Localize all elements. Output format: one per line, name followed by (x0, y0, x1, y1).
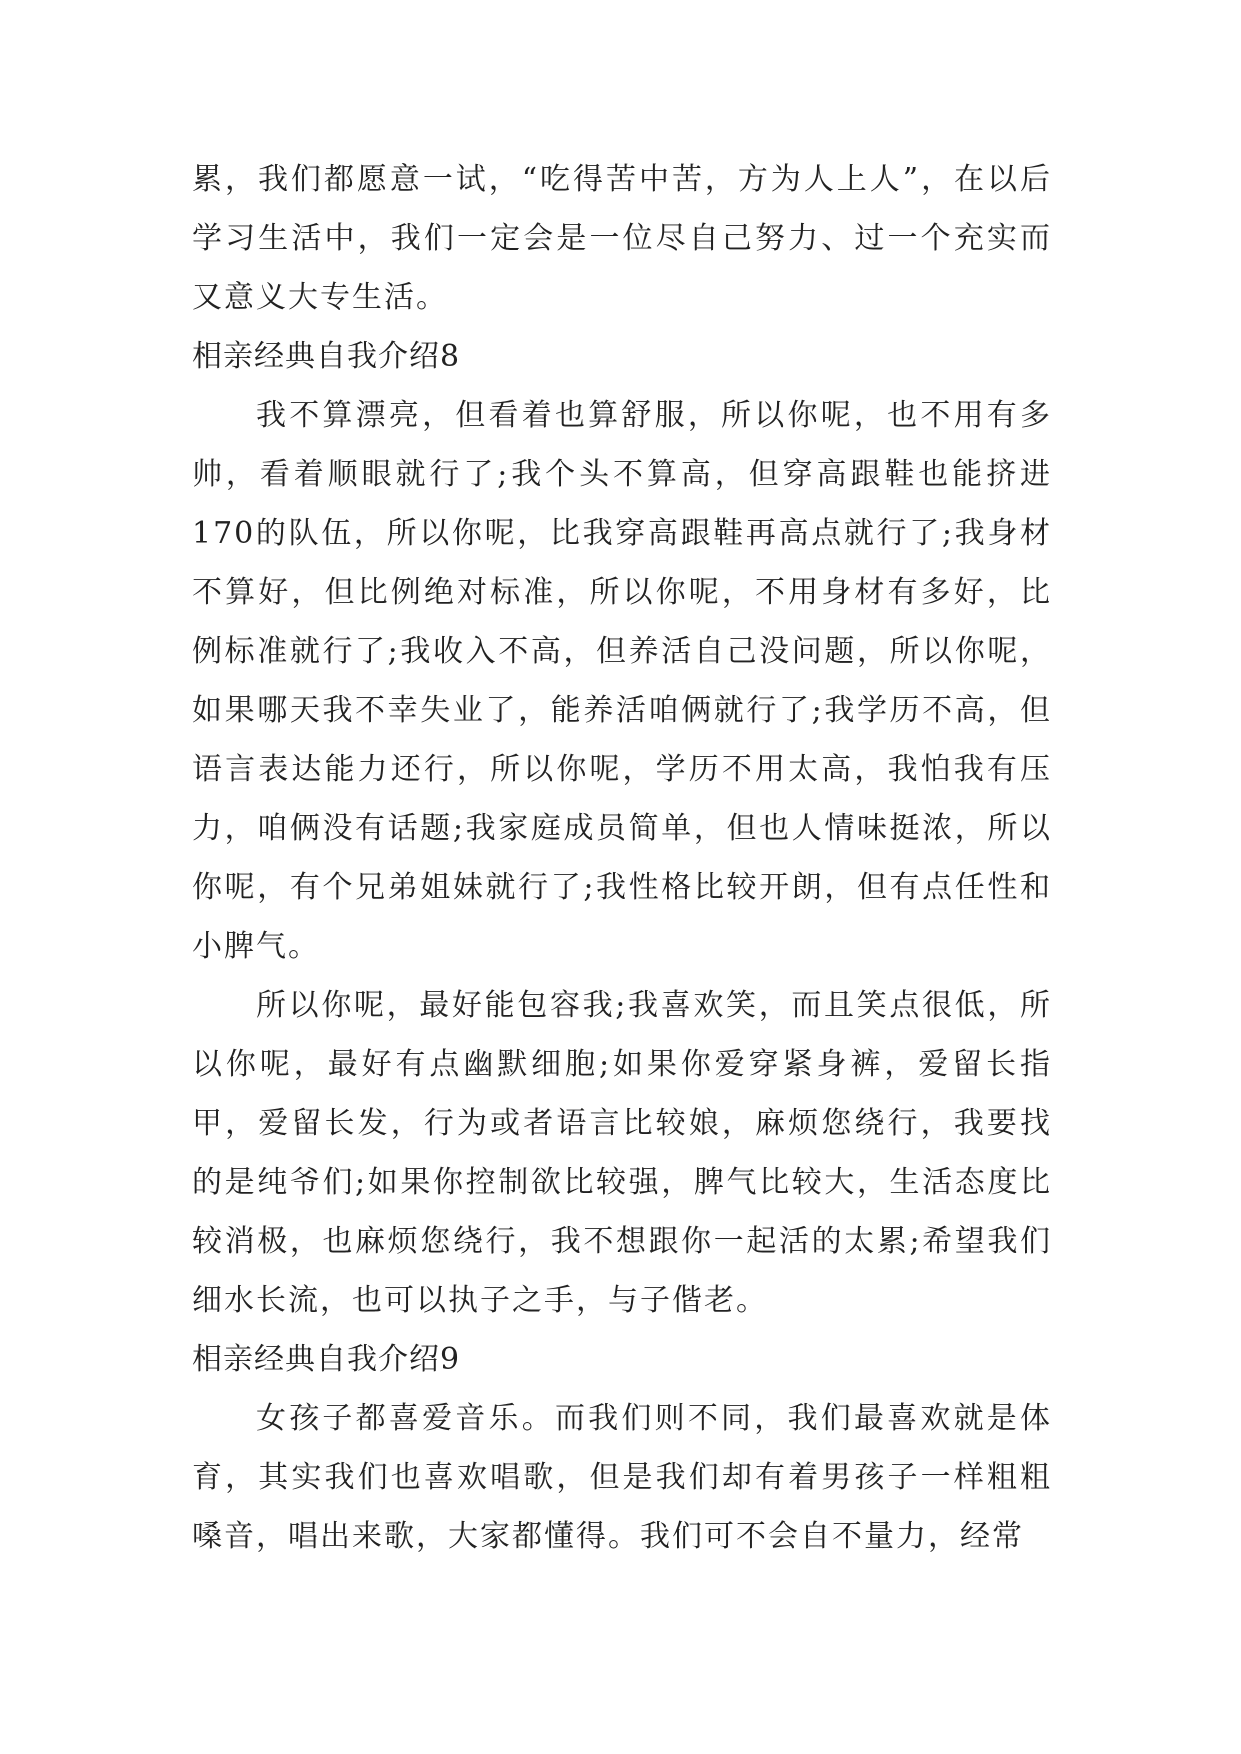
paragraph-8-part-1: 我不算漂亮，但看着也算舒服，所以你呢，也不用有多帅，看着顺眼就行了;我个头不算高，但穿高跟鞋也能挤进170的队伍，所以你呢，比我穿高跟鞋再高点就行了;我身材不算好，但比例绝对标准，所以你呢，不用身材有多好，比例标准就行了;我收入不高，但养活自己没问题，所以你呢，如果哪天我不幸失业了，能养活咱俩就行了;我学历不高，但语言表达能力还行，所以你呢，学历不用太高，我怕我有压力，咱俩没有话题;我家庭成员简单，但也人情味挺浓，所以你呢，有个兄弟姐妹就行了;我性格比较开朗，但有点任性和小脾气。 (192, 398, 1052, 964)
document-page (192, 150, 1052, 1566)
paragraph-8-part-2: 所以你呢，最好能包容我;我喜欢笑，而且笑点很低，所以你呢，最好有点幽默细胞;如果你爱穿紧身裤，爱留长指甲，爱留长发，行为或者语言比较娘，麻烦您绕行，我要找的是纯爷们;如果你控制欲比较强，脾气比较大，生活态度比较消极，也麻烦您绕行，我不想跟你一起活的太累;希望我们细水长流，也可以执子之手，与子偕老。 (192, 988, 1052, 1318)
paragraph-continuation: 累，我们都愿意一试，“吃得苦中苦，方为人上人”，在以后学习生活中，我们一定会是一位尽自己努力、过一个充实而又意义大专生活。 (192, 162, 1052, 315)
section-heading-9: 相亲经典自我介绍9 (192, 1342, 461, 1377)
paragraph-9-part-1: 女孩子都喜爱音乐。而我们则不同，我们最喜欢就是体育，其实我们也喜欢唱歌，但是我们却有着男孩子一样粗粗嗓音，唱出来歌，大家都懂得。我们可不会自不量力，经常 (192, 1401, 1052, 1554)
section-heading-8: 相亲经典自我介绍8 (192, 339, 461, 374)
